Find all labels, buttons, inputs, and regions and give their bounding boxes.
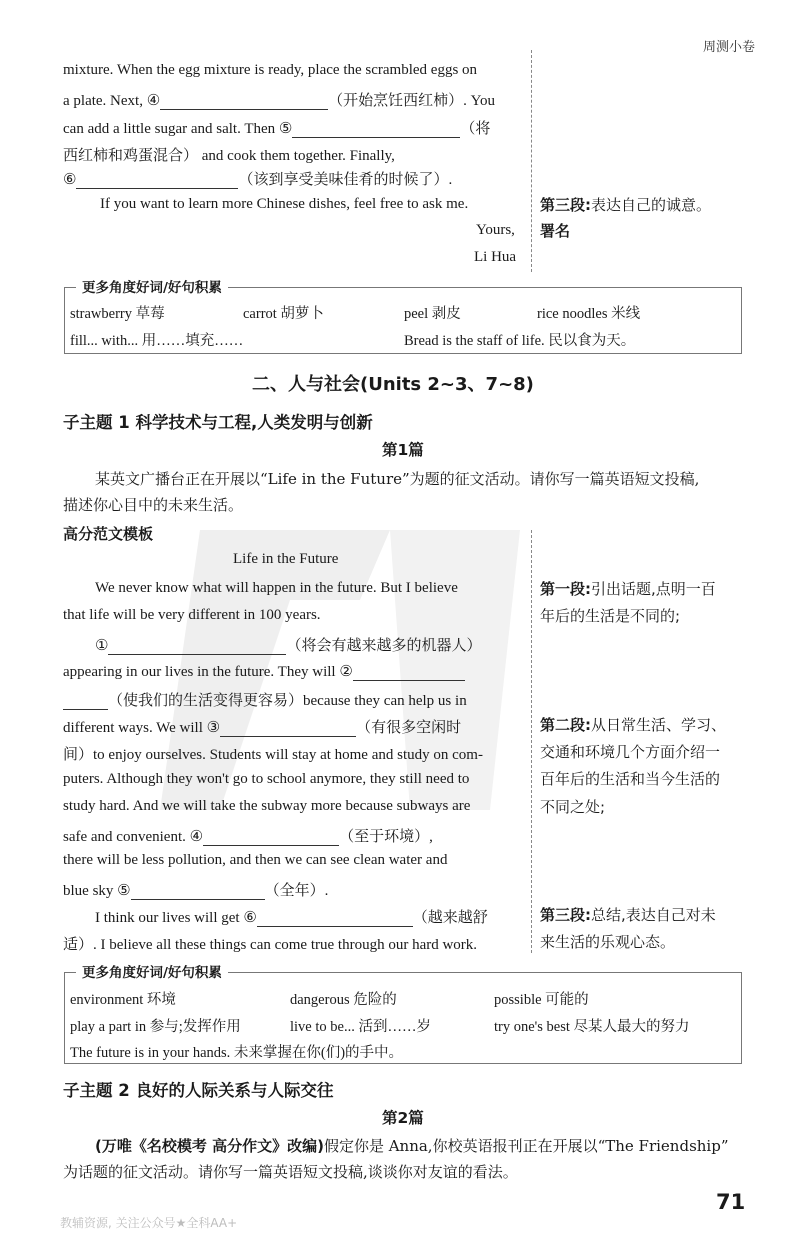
column-divider xyxy=(531,530,532,953)
vocab-item: strawberry 草莓 xyxy=(70,306,165,322)
vocab-item: rice noodles 米线 xyxy=(537,306,641,322)
vocab-item: play a part in 参与;发挥作用 xyxy=(70,1019,241,1035)
vocab-item: possible 可能的 xyxy=(494,992,589,1008)
section-title: 二、人与社会(Units 2~3、7~8) xyxy=(252,374,534,395)
essay-line: study hard. And we will take the subway more because subways are xyxy=(63,798,471,814)
prompt-line: 为话题的征文活动。请你写一篇英语短文投稿,谈谈你对友谊的看法。 xyxy=(63,1163,518,1181)
essay-line: ① （将会有越来越多的机器人） xyxy=(95,636,482,654)
margin-note: 第三段:表达自己的诚意。 xyxy=(540,196,712,214)
vocab-box-title: 更多角度好词/好句积累 xyxy=(76,961,228,981)
template-label: 高分范文模板 xyxy=(63,525,154,543)
column-divider xyxy=(531,50,532,272)
margin-note: 第三段:总结,表达自己对未 xyxy=(540,906,716,924)
margin-note: 年后的生活是不同的; xyxy=(540,607,681,625)
vocab-item: fill... with... 用……填充…… xyxy=(70,333,244,349)
essay-line: can add a little sugar and salt. Then ⑤ （将 xyxy=(63,119,491,137)
margin-note: 不同之处; xyxy=(540,798,606,816)
vocab-item: try one's best 尽某人最大的努力 xyxy=(494,1019,690,1035)
essay-line: 适）. I believe all these things can come true through our hard work. xyxy=(63,937,478,953)
article-title: 第1篇 xyxy=(382,441,424,459)
vocab-item: live to be... 活到……岁 xyxy=(290,1019,431,1035)
essay-line: mixture. When the egg mixture is ready, place the scrambled eggs on xyxy=(63,62,478,78)
essay-line: （使我们的生活变得更容易）because they can help us in xyxy=(63,689,467,710)
header-label: 周测小卷 xyxy=(703,40,756,55)
margin-note: 第二段:从日常生活、学习、 xyxy=(540,716,727,734)
prompt-line: 描述你心目中的未来生活。 xyxy=(63,496,244,514)
page-number: 71 xyxy=(716,1190,746,1214)
essay-line: there will be less pollution, and then we can see clean water and xyxy=(63,852,448,868)
vocab-item: peel 剥皮 xyxy=(404,306,461,322)
vocab-box-title: 更多角度好词/好句积累 xyxy=(76,276,228,296)
essay-signoff: Yours, xyxy=(476,222,515,238)
margin-note: 署名 xyxy=(540,222,571,240)
vocab-item: carrot 胡萝卜 xyxy=(243,306,324,322)
essay-line: puters. Although they won't go to school anymore, they still need to xyxy=(63,771,470,787)
essay-line: a plate. Next, ④ （开始烹饪西红柿）. You xyxy=(63,91,496,109)
footer-watermark: 教辅资源, 关注公众号★全科AA+ xyxy=(60,1216,238,1230)
vocab-title-rule xyxy=(268,972,738,973)
vocab-item: environment 环境 xyxy=(70,992,176,1008)
essay-line: 西红柿和鸡蛋混合） and cook them together. Finally, xyxy=(63,148,395,164)
essay-line: I think our lives will get ⑥ （越来越舒 xyxy=(95,908,488,926)
essay-title: Life in the Future xyxy=(233,551,339,567)
essay-line: ⑥ （该到享受美味佳肴的时候了）. xyxy=(63,170,453,188)
margin-note: 来生活的乐观心态。 xyxy=(540,933,676,951)
essay-line: safe and convenient. ④ （至于环境）, xyxy=(63,827,433,845)
vocab-item: The future is in your hands. 未来掌握在你(们)的手中。 xyxy=(70,1045,404,1061)
essay-line: that life will be very different in 100 years. xyxy=(63,607,321,623)
essay-line: appearing in our lives in the future. They will ② xyxy=(63,662,465,681)
prompt-line: (万唯《名校模考 高分作文》改编)假定你是 Anna,你校英语报刊正在开展以“The Friendship” xyxy=(95,1137,729,1155)
margin-note: 交通和环境几个方面介绍一 xyxy=(540,743,721,761)
subtheme-title: 子主题 2 良好的人际关系与人际交往 xyxy=(63,1081,334,1100)
vocab-title-rule xyxy=(268,287,738,288)
essay-line: We never know what will happen in the future. But I believe xyxy=(95,580,458,596)
essay-line: 间）to enjoy ourselves. Students will stay at home and study on com- xyxy=(63,747,483,763)
subtheme-title: 子主题 1 科学技术与工程,人类发明与创新 xyxy=(63,413,373,432)
margin-note: 百年后的生活和当今生活的 xyxy=(540,770,721,788)
essay-signature: Li Hua xyxy=(474,249,517,265)
vocab-item: dangerous 危险的 xyxy=(290,992,397,1008)
prompt-line: 某英文广播台正在开展以“Life in the Future”为题的征文活动。请你写一篇英语短文投稿, xyxy=(95,470,700,488)
essay-line: blue sky ⑤ （全年）. xyxy=(63,881,329,899)
essay-line: If you want to learn more Chinese dishes, feel free to ask me. xyxy=(100,196,469,212)
vocab-item: Bread is the staff of life. 民以食为天。 xyxy=(404,333,636,349)
essay-line: different ways. We will ③ （有很多空闲时 xyxy=(63,718,462,736)
margin-note: 第一段:引出话题,点明一百 xyxy=(540,580,716,598)
article-title: 第2篇 xyxy=(382,1109,424,1127)
